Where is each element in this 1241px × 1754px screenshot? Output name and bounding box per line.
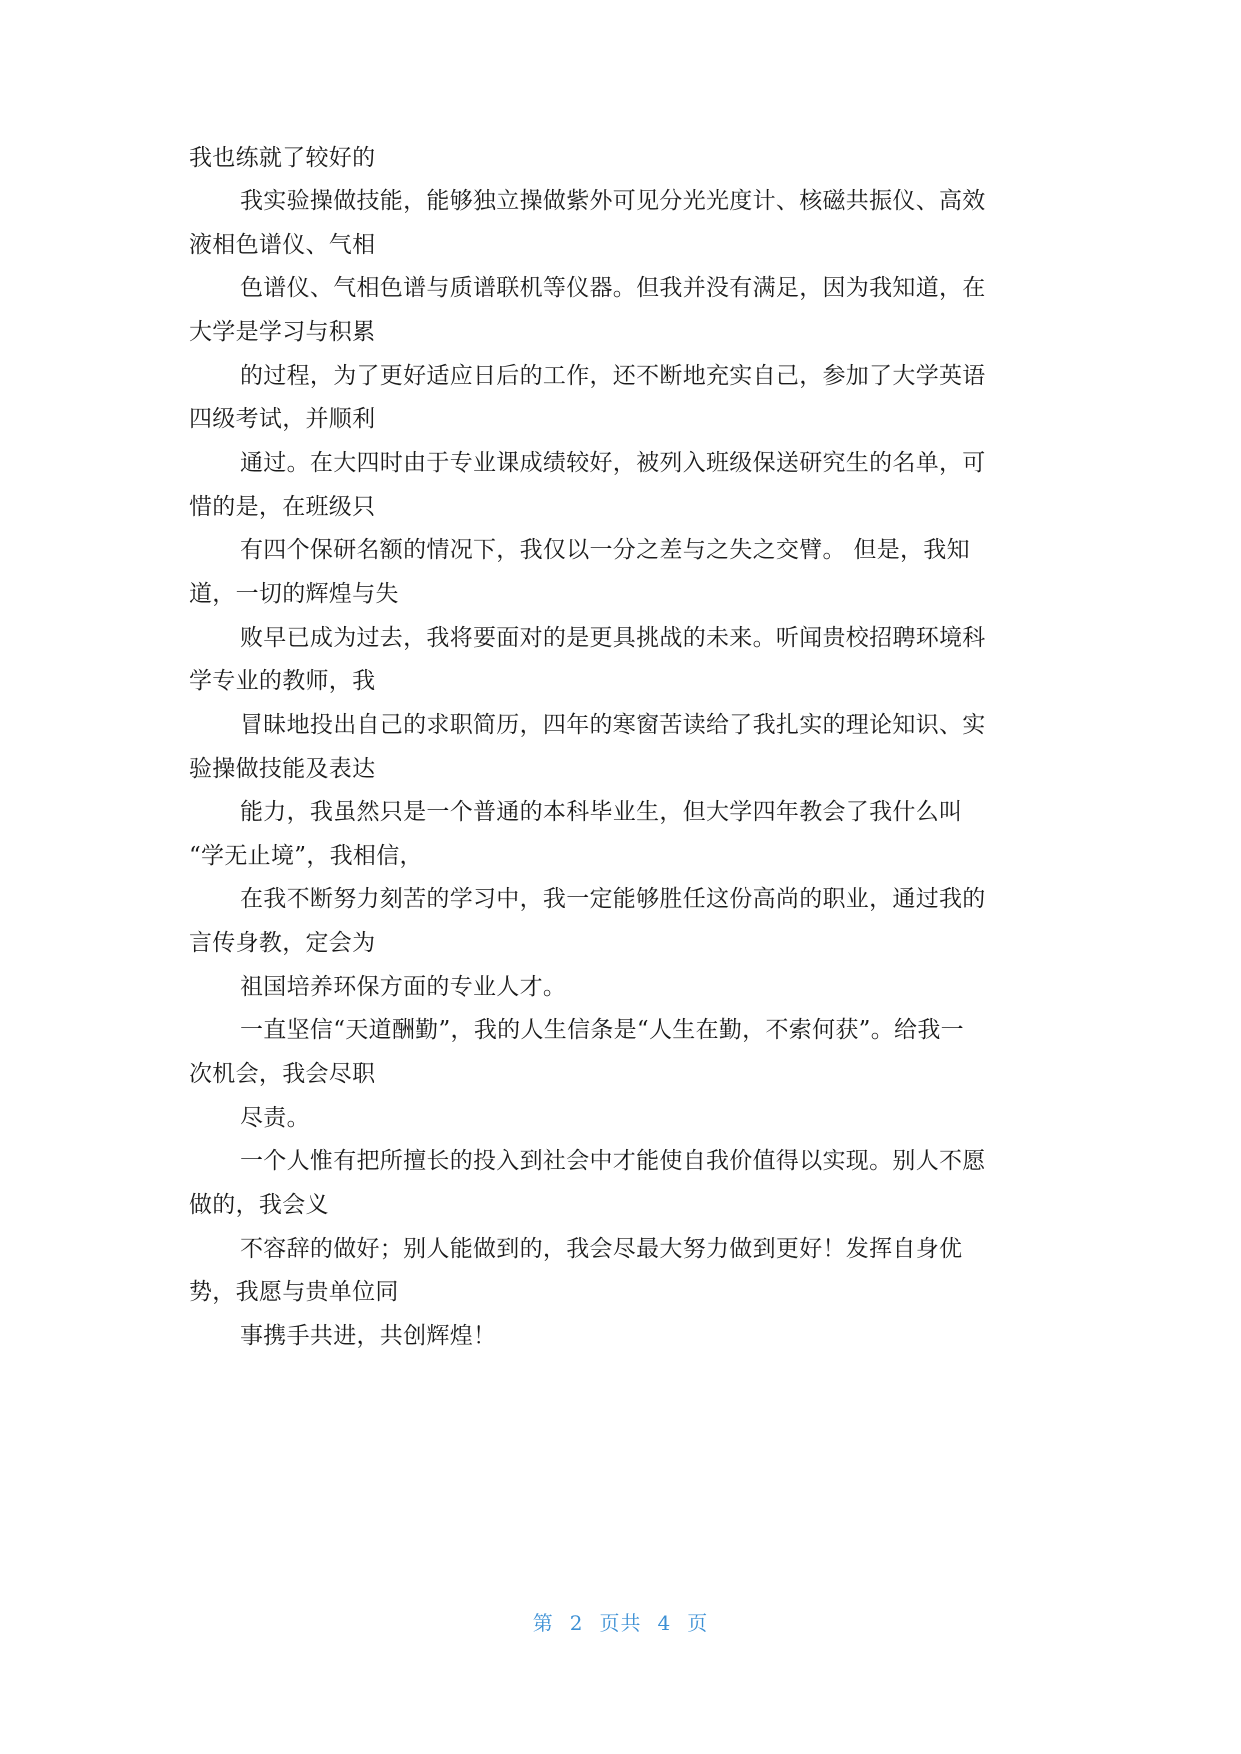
text-line: 冒昧地投出自己的求职简历，四年的寒窗苦读给了我扎实的理论知识、实 [240,712,986,738]
text-line: 不容辞的做好；别人能做到的，我会尽最大努力做到更好！发挥自身优 [240,1236,963,1262]
text-line: 惜的是，在班级只 [189,494,376,520]
text-line: 做的，我会义 [189,1192,329,1218]
text-line: “学无止境”，我相信， [189,843,423,869]
text-line: 大学是学习与积累 [189,319,376,345]
text-line: 色谱仪、气相色谱与质谱联机等仪器。但我并没有满足，因为我知道，在 [240,275,986,301]
text-line: 通过。在大四时由于专业课成绩较好，被列入班级保送研究生的名单，可 [240,450,986,476]
text-line: 有四个保研名额的情况下，我仅以一分之差与之失之交臂。 但是，我知 [240,537,970,563]
text-line: 在我不断努力刻苦的学习中，我一定能够胜任这份高尚的职业，通过我的 [240,886,986,912]
text-line: 四级考试，并顺利 [189,406,376,432]
page-number-footer [0,1610,1241,1636]
page-total-number: 4 [657,1611,672,1635]
text-line: 败早已成为过去，我将要面对的是更具挑战的未来。听闻贵校招聘环境科 [240,625,986,651]
page-label-prefix: 第 [532,1611,554,1635]
page-label-suffix: 页 [687,1611,709,1635]
text-line: 的过程，为了更好适应日后的工作，还不断地充实自己，参加了大学英语 [240,363,986,389]
text-line: 势，我愿与贵单位同 [189,1279,399,1305]
text-line: 言传身教，定会为 [189,930,376,956]
text-line: 次机会，我会尽职 [189,1061,376,1087]
text-line: 学专业的教师，我 [189,668,376,694]
text-line: 液相色谱仪、气相 [189,232,376,258]
page-label-mid: 页共 [599,1611,642,1635]
text-line: 事携手共进，共创辉煌！ [240,1323,497,1349]
page-current-number: 2 [569,1611,584,1635]
text-line: 能力，我虽然只是一个普通的本科毕业生，但大学四年教会了我什么叫 [240,799,963,825]
text-line: 我实验操做技能，能够独立操做紫外可见分光光度计、核磁共振仪、高效 [240,188,986,214]
text-line: 一直坚信“天道酬勤”，我的人生信条是“人生在勤，不索何获”。给我一 [240,1017,964,1043]
text-line: 道，一切的辉煌与失 [189,581,399,607]
text-line: 我也练就了较好的 [189,145,376,171]
text-line: 尽责。 [240,1105,310,1131]
text-line: 祖国培养环保方面的专业人才。 [240,974,567,1000]
text-line: 验操做技能及表达 [189,756,376,782]
text-line: 一个人惟有把所擅长的投入到社会中才能使自我价值得以实现。别人不愿 [240,1148,986,1174]
